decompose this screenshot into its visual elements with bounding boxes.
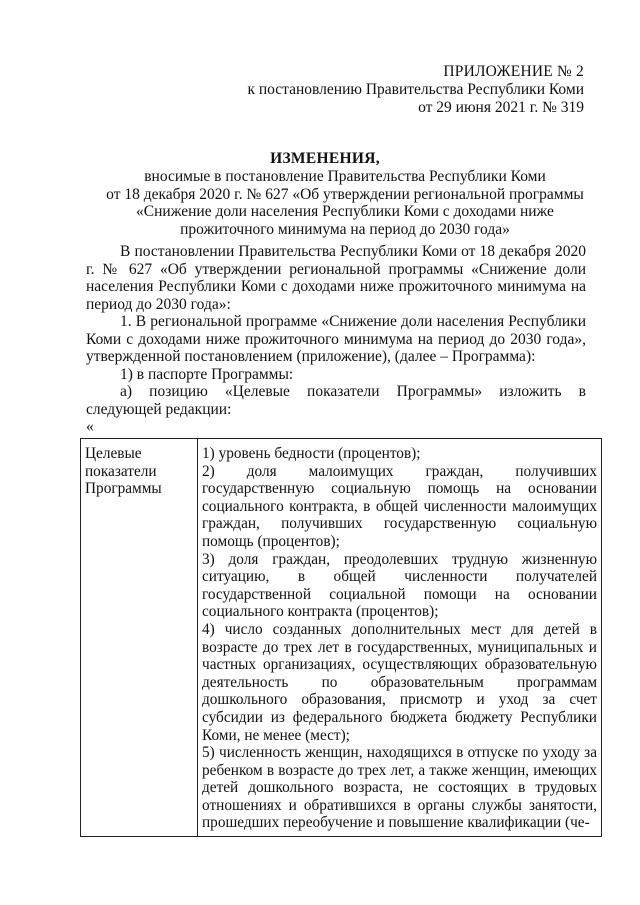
target-indicators-table bbox=[80, 438, 602, 837]
indicator-item: 5) численность женщин, находящихся в отпуске по уходу за ребенком в возрасте до трех лет, а также женщин, имеющих детей дошкольного возраста, не состоящих в трудовых отношениях и обратившихся в органы службы занятости, прошедших переобучение и повышение квалификации (че- bbox=[202, 744, 597, 832]
item-paragraph: 1) в паспорте Программы: bbox=[120, 365, 294, 383]
intro-paragraph: В постановлении Правительства Республики Коми от 18 декабря 2020 г. № 627 «Об утверждении региональной программы «Снижение доли населения Республики Коми с доходами ниже прожиточного минимума на период до 2030 года»: bbox=[86, 243, 586, 313]
table-row bbox=[81, 439, 602, 837]
item-paragraph: 1. В региональной программе «Снижение доли населения Республики Коми с доходами ниже прожиточного минимума на период до 2030 года», утвержденной постановлением (приложение), (далее – Программа): bbox=[86, 313, 586, 365]
appendix-date: от 29 июня 2021 г. № 319 bbox=[418, 99, 584, 116]
item-paragraph: а) позицию «Целевые показатели Программы» изложить в следующей редакции: bbox=[86, 383, 586, 418]
indicator-item: 1) уровень бедности (процентов); bbox=[202, 445, 421, 462]
subtitle-line: от 18 декабря 2020 г. № 627 «Об утверждении региональной программы bbox=[106, 185, 584, 203]
subtitle-line: вносимые в постановление Правительства Республики Коми bbox=[144, 168, 546, 185]
table-label-cell: Целевые показатели Программы bbox=[81, 439, 198, 837]
indicator-item: 3) доля граждан, преодолевших трудную жизненную ситуацию, в общей численности получателей государственной социальной помощи на основании социального контракта (процентов); bbox=[202, 550, 597, 621]
indicator-item: 2) доля малоимущих граждан, получивших государственную социальную помощь на основании социального контракта, в общей численности малоимущих граждан, получивших государственную социальную помощь (процентов); bbox=[202, 462, 597, 550]
table-content-cell bbox=[198, 439, 602, 837]
document-title: ИЗМЕНЕНИЯ, bbox=[270, 150, 380, 167]
subtitle-line: «Снижение доли населения Республики Коми с доходами ниже bbox=[136, 203, 554, 220]
open-quote: « bbox=[86, 418, 94, 435]
document-subtitle bbox=[60, 168, 630, 238]
appendix-resolution: к постановлению Правительства Республики Коми bbox=[247, 81, 584, 98]
indicator-item: 4) число созданных дополнительных мест для детей в возрасте до трех лет в государственных, муниципальных и частных организациях, осуществляющих образовательную деятельность по образовательным программам дошкольного образования, присмотр и уход за счет субсидии из федерального бюджета бюджету Республики Коми, не менее (мест); bbox=[202, 620, 597, 744]
document-body bbox=[86, 243, 586, 436]
subtitle-line: прожиточного минимума на период до 2030 года» bbox=[180, 220, 510, 238]
appendix-number: ПРИЛОЖЕНИЕ № 2 bbox=[443, 63, 584, 80]
appendix-header bbox=[224, 63, 584, 117]
